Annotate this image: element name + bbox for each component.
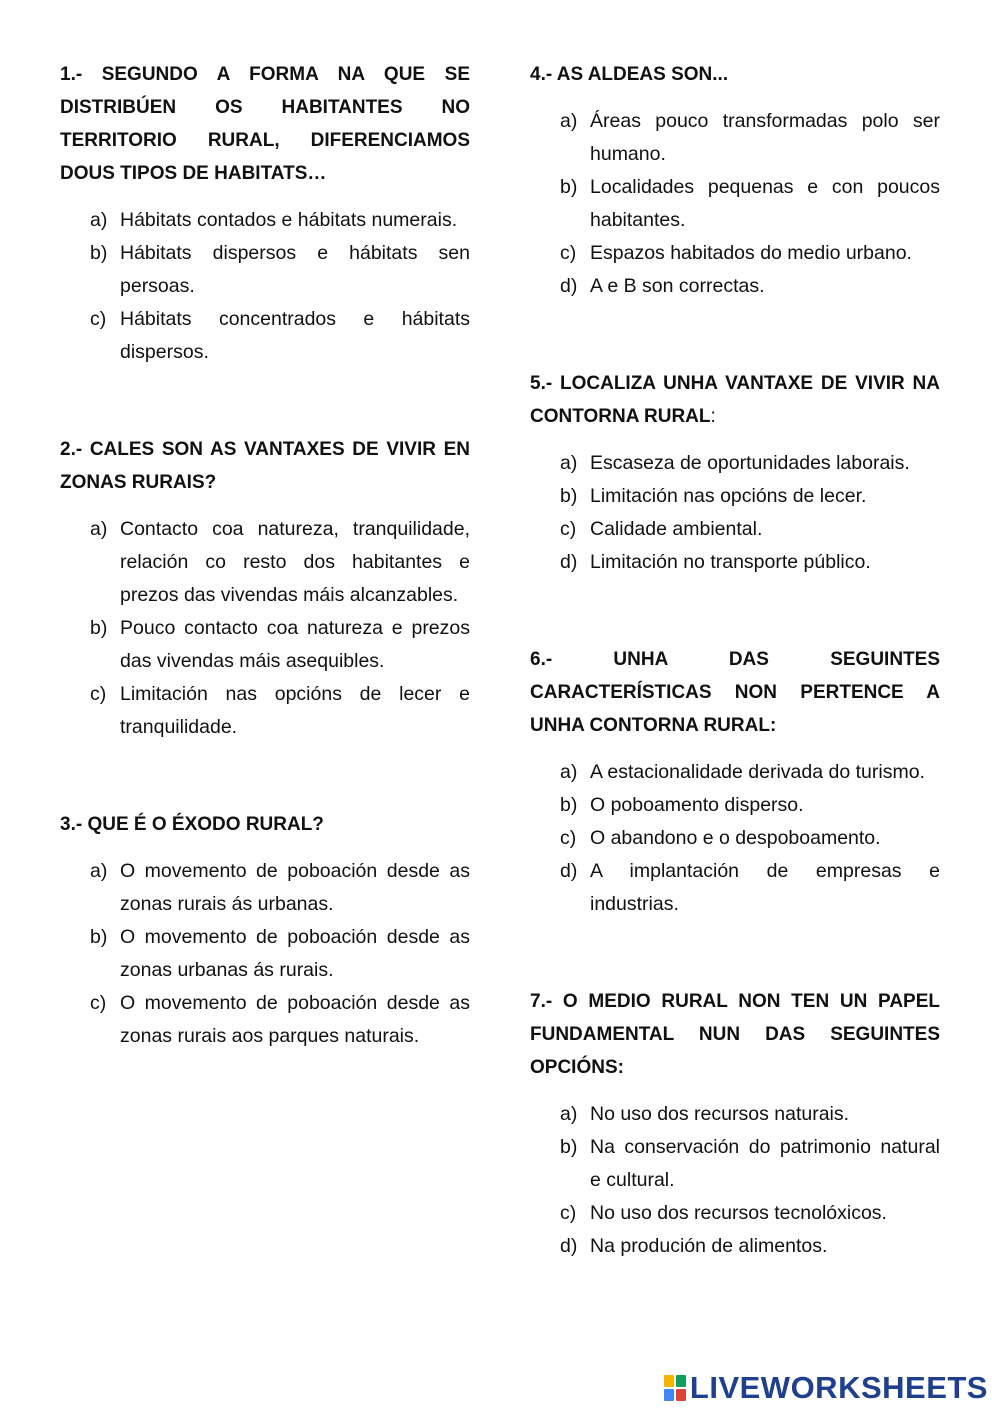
option-letter: b) bbox=[560, 176, 578, 198]
option-text: Limitación nas opcións de lecer. bbox=[590, 485, 867, 507]
option-c[interactable] bbox=[530, 1197, 940, 1230]
options-list bbox=[530, 105, 940, 303]
option-letter: c) bbox=[560, 1202, 577, 1224]
option-text: Contacto coa natureza, tranquilidade, relación co resto dos habitantes e prezos das vivendas máis alcanzables. bbox=[120, 518, 470, 606]
question-title: 7.- O MEDIO RURAL NON TEN UN PAPEL FUNDAMENTAL NUN DAS SEGUINTES OPCIÓNS: bbox=[530, 991, 940, 1078]
option-text: A estacionalidade derivada do turismo. bbox=[590, 761, 925, 783]
option-letter: c) bbox=[560, 827, 577, 849]
option-c[interactable] bbox=[60, 303, 470, 369]
option-b[interactable] bbox=[60, 921, 470, 987]
option-b[interactable] bbox=[60, 237, 470, 303]
options-list bbox=[60, 204, 470, 369]
option-b[interactable] bbox=[530, 171, 940, 237]
option-d[interactable] bbox=[530, 546, 940, 579]
option-text: Espazos habitados do medio urbano. bbox=[590, 242, 912, 264]
question-title: 3.- QUE É O ÉXODO RURAL? bbox=[60, 814, 324, 835]
option-text: O abandono e o despoboamento. bbox=[590, 827, 881, 849]
liveworksheets-logo[interactable] bbox=[664, 1370, 988, 1406]
option-a[interactable] bbox=[530, 105, 940, 171]
option-d[interactable] bbox=[530, 270, 940, 303]
option-text: Na conservación do patrimonio natural e cultural. bbox=[590, 1136, 940, 1191]
question-title: 6.- UNHA DAS SEGUINTES CARACTERÍSTICAS NON PERTENCE A UNHA CONTORNA RURAL: bbox=[530, 649, 940, 736]
options-list bbox=[530, 447, 940, 579]
options-list bbox=[60, 513, 470, 744]
option-letter: a) bbox=[90, 860, 108, 882]
option-text: A implantación de empresas e industrias. bbox=[590, 860, 940, 915]
brand-text: LIVEWORKSHEETS bbox=[689, 1370, 988, 1405]
question-1 bbox=[60, 58, 470, 369]
option-letter: b) bbox=[90, 242, 108, 264]
option-letter: a) bbox=[560, 1103, 578, 1125]
option-b[interactable] bbox=[530, 1131, 940, 1197]
option-c[interactable] bbox=[60, 987, 470, 1053]
option-b[interactable] bbox=[530, 480, 940, 513]
option-text: O movemento de poboación desde as zonas urbanas ás rurais. bbox=[120, 926, 470, 981]
logo-block-icon bbox=[664, 1389, 674, 1401]
option-d[interactable] bbox=[530, 1230, 940, 1263]
logo-block-icon bbox=[676, 1375, 686, 1387]
option-letter: c) bbox=[90, 992, 107, 1014]
question-2 bbox=[60, 433, 470, 744]
option-d[interactable] bbox=[530, 855, 940, 921]
question-title: 2.- CALES SON AS VANTAXES DE VIVIR EN ZONAS RURAIS? bbox=[60, 439, 470, 493]
option-text: Hábitats dispersos e hábitats sen persoas. bbox=[120, 242, 470, 297]
options-list bbox=[60, 855, 470, 1053]
option-text: O movemento de poboación desde as zonas rurais aos parques naturais. bbox=[120, 992, 470, 1047]
option-c[interactable] bbox=[530, 513, 940, 546]
option-letter: d) bbox=[560, 551, 578, 573]
option-text: Escaseza de oportunidades laborais. bbox=[590, 452, 910, 474]
option-text: Localidades pequenas e con poucos habitantes. bbox=[590, 176, 940, 231]
option-c[interactable] bbox=[60, 678, 470, 744]
option-text: Calidade ambiental. bbox=[590, 518, 763, 540]
left-column bbox=[60, 58, 470, 1117]
option-letter: c) bbox=[560, 242, 577, 264]
option-c[interactable] bbox=[530, 237, 940, 270]
logo-block-icon bbox=[676, 1389, 686, 1401]
option-text: Na produción de alimentos. bbox=[590, 1235, 828, 1257]
option-letter: d) bbox=[560, 1235, 578, 1257]
option-text: Limitación nas opcións de lecer e tranquilidade. bbox=[120, 683, 470, 738]
option-a[interactable] bbox=[530, 756, 940, 789]
option-letter: a) bbox=[560, 761, 578, 783]
question-7 bbox=[530, 985, 940, 1263]
option-text: O movemento de poboación desde as zonas rurais ás urbanas. bbox=[120, 860, 470, 915]
option-text: Áreas pouco transformadas polo ser humano. bbox=[590, 110, 940, 165]
option-a[interactable] bbox=[60, 855, 470, 921]
liveworksheets-icon bbox=[664, 1375, 686, 1401]
option-letter: a) bbox=[90, 209, 108, 231]
option-c[interactable] bbox=[530, 822, 940, 855]
question-5 bbox=[530, 367, 940, 579]
option-letter: a) bbox=[560, 452, 578, 474]
option-text: O poboamento disperso. bbox=[590, 794, 804, 816]
option-letter: a) bbox=[90, 518, 108, 540]
option-text: Pouco contacto coa natureza e prezos das vivendas máis asequibles. bbox=[120, 617, 470, 672]
option-text: No uso dos recursos tecnolóxicos. bbox=[590, 1202, 887, 1224]
question-title: 4.- AS ALDEAS SON... bbox=[530, 64, 729, 85]
option-letter: a) bbox=[560, 110, 578, 132]
right-column bbox=[530, 58, 940, 1327]
question-title: 1.- SEGUNDO A FORMA NA QUE SE DISTRIBÚEN OS HABITANTES NO TERRITORIO RURAL, DIFERENCIAMOS DOUS TIPOS DE HABITATS… bbox=[60, 64, 470, 184]
question-title: 5.- LOCALIZA UNHA VANTAXE DE VIVIR NA CONTORNA RURAL: bbox=[530, 373, 940, 427]
option-text: Limitación no transporte público. bbox=[590, 551, 871, 573]
logo-block-icon bbox=[664, 1375, 674, 1387]
option-letter: b) bbox=[560, 794, 578, 816]
option-b[interactable] bbox=[530, 789, 940, 822]
option-text: No uso dos recursos naturais. bbox=[590, 1103, 850, 1125]
option-letter: b) bbox=[560, 485, 578, 507]
option-letter: b) bbox=[560, 1136, 578, 1158]
option-a[interactable] bbox=[530, 447, 940, 480]
option-letter: c) bbox=[90, 308, 107, 330]
options-list bbox=[530, 756, 940, 921]
question-3 bbox=[60, 808, 470, 1053]
option-letter: b) bbox=[90, 926, 108, 948]
option-text: A e B son correctas. bbox=[590, 275, 765, 297]
option-text: Hábitats contados e hábitats numerais. bbox=[120, 209, 458, 231]
option-letter: d) bbox=[560, 860, 578, 882]
option-letter: c) bbox=[560, 518, 577, 540]
option-letter: c) bbox=[90, 683, 107, 705]
option-letter: d) bbox=[560, 275, 578, 297]
option-b[interactable] bbox=[60, 612, 470, 678]
option-a[interactable] bbox=[60, 513, 470, 612]
option-a[interactable] bbox=[530, 1098, 940, 1131]
title-suffix: : bbox=[710, 406, 716, 427]
options-list bbox=[530, 1098, 940, 1263]
question-4 bbox=[530, 58, 940, 303]
option-a[interactable] bbox=[60, 204, 470, 237]
option-letter: b) bbox=[90, 617, 108, 639]
question-6 bbox=[530, 643, 940, 921]
option-text: Hábitats concentrados e hábitats dispersos. bbox=[120, 308, 470, 363]
